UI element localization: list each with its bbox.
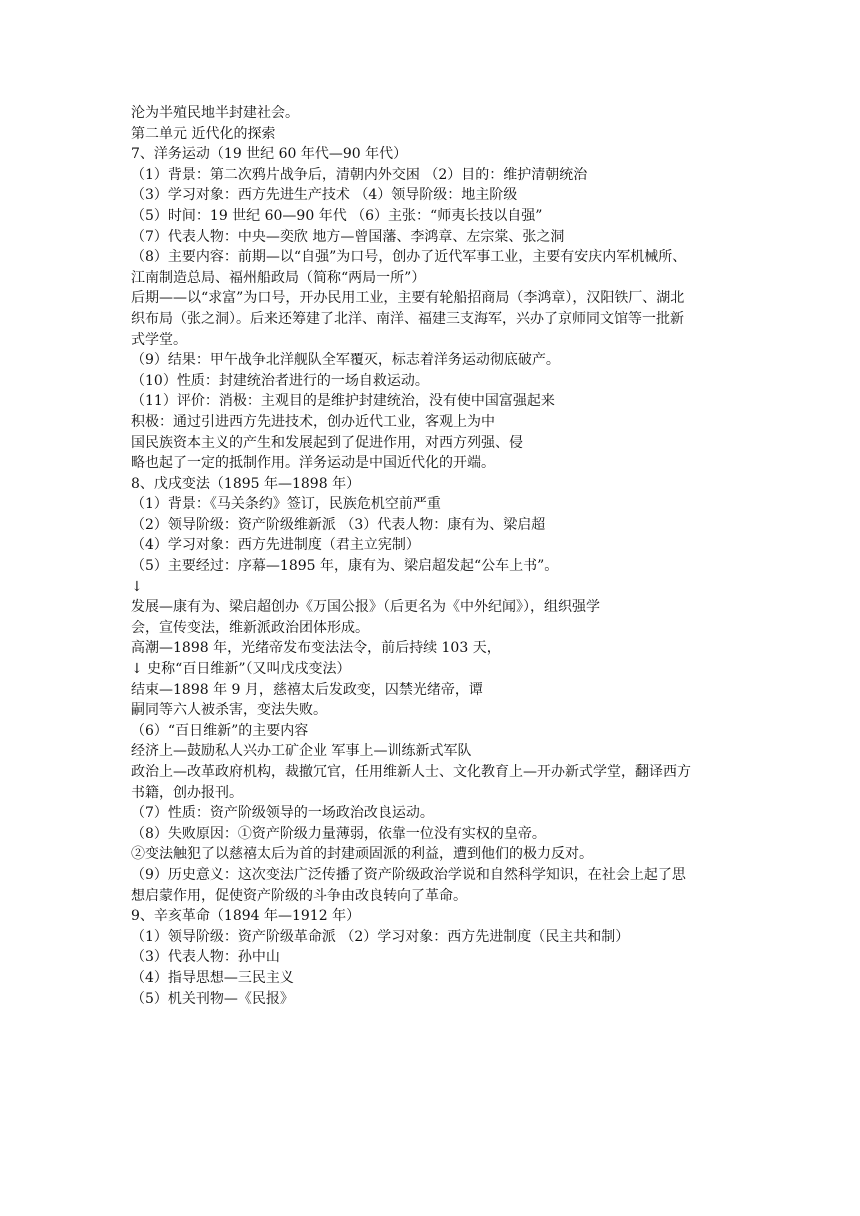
text-line: 高潮—1898 年，光绪帝发布变法法令，前后持续 103 天， [131,640,501,657]
text-line: （6）“百日维新”的主要内容 [131,722,309,739]
text-line: （8）失败原因：①资产阶级力量薄弱，依靠一位没有实权的皇帝。 [131,825,546,842]
text-line: （7）性质：资产阶级领导的一场政治改良运动。 [131,805,434,822]
text-line: （1）背景：《马关条约》签订，民族危机空前严重 [131,496,441,513]
text-line: （5）时间：19 世纪 60—90 年代 （6）主张：“师夷长技以自强” [131,207,543,224]
text-line: （5）机关刊物—《民报》 [131,990,294,1007]
text-line: （9）结果：甲午战争北洋舰队全军覆灭，标志着洋务运动彻底破产。 [131,352,560,369]
text-line: ↓ 史称“百日维新”（又叫戊戌变法） [131,661,351,678]
text-line: 书籍，创办报刊。 [131,784,243,801]
text-line: （2）领导阶级：资产阶级维新派 （3）代表人物：康有为、梁启超 [131,516,546,533]
text-line: 沦为半殖民地半封建社会。 [131,105,299,121]
text-line: （3）代表人物：孙中山 [131,949,280,966]
text-line: （9）历史意义：这次变法广泛传播了资产阶级政治学说和自然科学知识，在社会上起了思 [131,866,686,883]
down-arrow: ↓ [131,578,143,595]
text-line: 略也起了一定的抵制作用。洋务运动是中国近代化的开端。 [131,455,495,472]
text-line: 政治上—改革政府机构，裁撤冗官，任用维新人士、文化教育上—开办新式学堂，翻译西方 [131,764,691,780]
text-line: （11）评价：消极：主观目的是维护封建统治，没有使中国富强起来 [131,393,555,410]
text-line: 嗣同等六人被杀害，变法失败。 [131,702,327,719]
text-line: （10）性质：封建统治者进行的一场自救运动。 [131,372,429,389]
text-line: （3）学习对象：西方先进生产技术 （4）领导阶级：地主阶级 [131,187,518,204]
text-line: （8）主要内容：前期—以“自强”为口号，创办了近代军事工业，主要有安庆内军机械所、 [131,249,687,266]
unit-heading: 第二单元 近代化的探索 [131,125,276,142]
section-heading: 9、辛亥革命（1894 年—1912 年） [131,908,361,925]
text-line: （1）领导阶级：资产阶级革命派 （2）学习对象：西方先进制度（民主共和制） [131,928,630,945]
text-line: 想启蒙作用，促使资产阶级的斗争由改良转向了革命。 [131,887,467,904]
text-line: （1）背景：第二次鸦片战争后，清朝内外交困 （2）目的：维护清朝统治 [131,166,588,183]
document-body [131,103,741,1009]
text-line: （4）学习对象：西方先进制度（君主立宪制） [131,537,420,554]
text-line: 经济上—鼓励私人兴办工矿企业 军事上—训练新式军队 [131,743,472,760]
text-line: （7）代表人物：中央—奕欣 地方—曾国藩、李鸿章、左宗棠、张之洞 [131,228,565,245]
text-line: 积极：通过引进西方先进技术，创办近代工业，客观上为中 [131,413,495,430]
text-line: 结束—1898 年 9 月，慈禧太后发政变，囚禁光绪帝，谭 [131,681,483,698]
text-line: ②变法触犯了以慈禧太后为首的封建顽固派的利益，遭到他们的极力反对。 [131,846,593,863]
text-line: 江南制造总局、福州船政局（简称“两局一所”） [131,269,426,286]
text-line: 发展—康有为、梁启超创办《万国公报》（后更名为《中外纪闻》），组织强学 [131,599,600,616]
text-line: 织布局（张之洞）。后来还筹建了北洋、南洋、福建三支海军，兴办了京师同文馆等一批新 [131,310,684,327]
text-line: 式学堂。 [131,331,187,348]
section-heading: 7、洋务运动（19 世纪 60 年代—90 年代） [131,146,408,163]
text-line: 后期——以“求富”为口号，开办民用工业，主要有轮船招商局（李鸿章），汉阳铁厂、湖北 [131,290,685,307]
text-line: 会，宣传变法，维新派政治团体形成。 [131,619,369,636]
text-line: 国民族资本主义的产生和发展起到了促进作用，对西方列强、侵 [131,434,523,451]
section-heading: 8、戊戌变法（1895 年—1898 年） [131,475,361,492]
text-line: （4）指导思想—三民主义 [131,969,294,986]
text-line: （5）主要经过：序幕—1895 年，康有为、梁启超发起“公车上书”。 [131,558,559,575]
